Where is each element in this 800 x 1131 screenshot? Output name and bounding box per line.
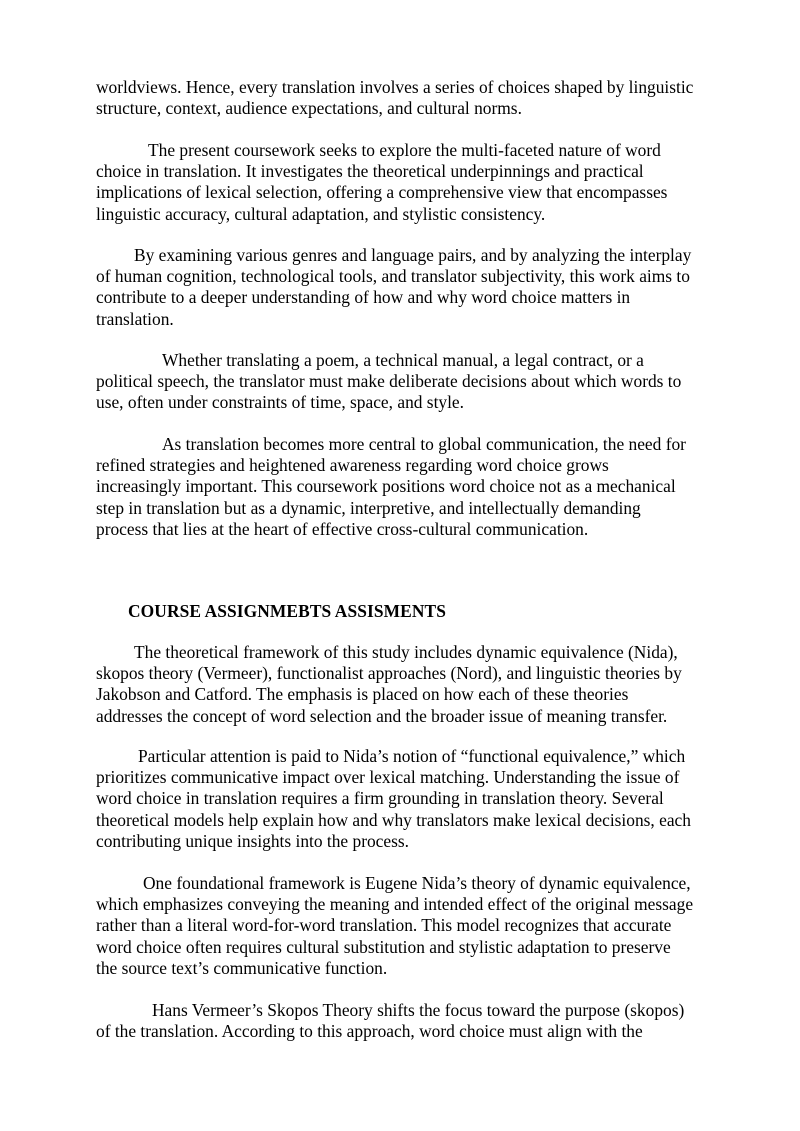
paragraph-1 <box>96 77 756 119</box>
paragraph-2 <box>96 140 756 225</box>
text-line: structure, context, audience expectations, and cultural norms. <box>96 98 522 119</box>
text-line: The theoretical framework of this study includes dynamic equivalence (Nida), <box>134 642 678 662</box>
text-line: political speech, the translator must make deliberate decisions about which words to <box>96 371 682 392</box>
text-line: step in translation but as a dynamic, interpretive, and intellectually demanding <box>96 497 641 518</box>
text-line: the source text’s communicative function. <box>96 957 388 978</box>
text-line: Particular attention is paid to Nida’s notion of “functional equivalence,” which <box>138 746 686 766</box>
paragraph-4 <box>96 350 756 414</box>
section-heading: COURSE ASSIGNMEBTS ASSISMENTS <box>128 601 446 621</box>
text-line: Whether translating a poem, a technical manual, a legal contract, or a <box>162 350 644 370</box>
text-line: prioritizes communicative impact over lexical matching. Understanding the issue of <box>96 767 680 788</box>
text-line: which emphasizes conveying the meaning and intended effect of the original message <box>96 894 694 915</box>
section-paragraph-1 <box>96 642 756 727</box>
text-line: use, often under constraints of time, space, and style. <box>96 392 464 413</box>
text-line: rather than a literal word-for-word translation. This model recognizes that accurate <box>96 915 672 936</box>
text-line: One foundational framework is Eugene Nida’s theory of dynamic equivalence, <box>143 873 691 893</box>
text-line: translation. <box>96 308 174 329</box>
text-line: As translation becomes more central to global communication, the need for <box>162 434 686 454</box>
text-line: of human cognition, technological tools, and translator subjectivity, this work aims to <box>96 266 690 287</box>
section-paragraph-3 <box>96 873 756 979</box>
text-line: choice in translation. It investigates the theoretical underpinnings and practical <box>96 161 644 182</box>
text-line: Jakobson and Catford. The emphasis is placed on how each of these theories <box>96 684 629 705</box>
text-line: theoretical models help explain how and why translators make lexical decisions, each <box>96 809 691 830</box>
text-line: of the translation. According to this approach, word choice must align with the <box>96 1021 643 1042</box>
text-line: implications of lexical selection, offering a comprehensive view that encompasses <box>96 182 668 203</box>
text-line: refined strategies and heightened awareness regarding word choice grows <box>96 455 609 476</box>
text-line: By examining various genres and language pairs, and by analyzing the interplay <box>134 245 692 265</box>
text-line: Hans Vermeer’s Skopos Theory shifts the focus toward the purpose (skopos) <box>152 1000 685 1020</box>
paragraph-3 <box>96 245 756 330</box>
text-line: addresses the concept of word selection and the broader issue of meaning transfer. <box>96 705 668 726</box>
text-line: contribute to a deeper understanding of how and why word choice matters in <box>96 287 631 308</box>
text-line: contributing unique insights into the process. <box>96 830 409 851</box>
text-line: skopos theory (Vermeer), functionalist approaches (Nord), and linguistic theories by <box>96 663 682 684</box>
section-paragraph-4 <box>96 1000 756 1042</box>
text-line: increasingly important. This coursework positions word choice not as a mechanical <box>96 476 676 497</box>
text-line: process that lies at the heart of effective cross-cultural communication. <box>96 518 589 539</box>
text-line: The present coursework seeks to explore the multi-faceted nature of word <box>148 140 661 160</box>
text-line: word choice in translation requires a firm grounding in translation theory. Several <box>96 788 664 809</box>
text-line: worldviews. Hence, every translation involves a series of choices shaped by linguistic <box>96 77 694 97</box>
paragraph-5 <box>96 434 756 540</box>
text-line: linguistic accuracy, cultural adaptation, and stylistic consistency. <box>96 203 546 224</box>
section-paragraph-2 <box>96 746 756 852</box>
text-line: word choice often requires cultural substitution and stylistic adaptation to preserve <box>96 936 671 957</box>
